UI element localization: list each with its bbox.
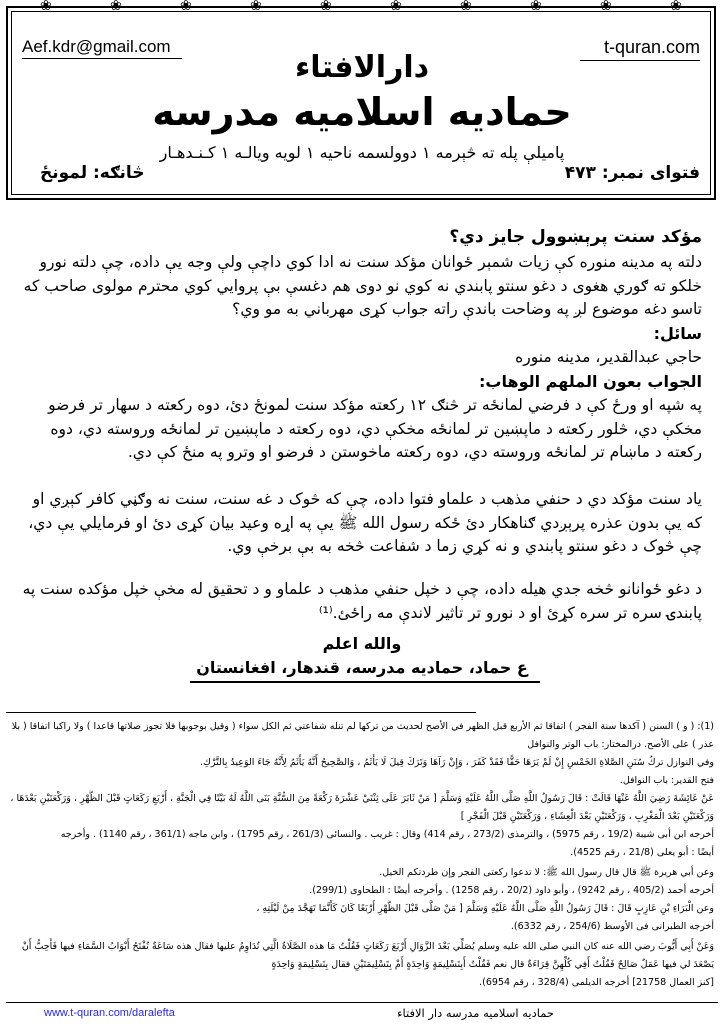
fatwa-number: فتوای نمبر: ۴۷۳ [564, 163, 700, 183]
answer-paragraph-3: د دغو ځوانانو څخه جدي هيله داده، چې د خپل حنفي مذهب د علماو و د تحقيق له مخې خپل مؤکده سنت په پابندۍ سره تر سره کړئ او د نورو تر تاثير لاندې مه راځئ.⁽¹⁾ [22, 580, 702, 622]
address-line: پاميلې پله ته څېرمه ۱ دوولسمه ناحيه ۱ لويه ويالـه ۱ كـنـدهـار [159, 143, 565, 162]
institution-title: حمادیه اسلامیه مدرسه [152, 90, 572, 134]
answer-paragraph-2: ياد سنت مؤکد دي د حنفي مذهب د علماو فتوا داده، چې که څوک د غه سنت، سنت نه وګڼي کافر کېږي او که يې بدون عذره پرېږدي ګناهکار دئ ځکه رسول الله ﷺ يې په اړه وعيد بيان کړی دئ او فرمايلي يې دي، چې څوک د دغو سنتو پابندي و نه کړي زما د شفاعت څخه به بې برخې وي. [28, 490, 702, 555]
footnote-line: يَصْعَدَ لي فيها عَمَلٌ صَالِحٌ فَقُلْتُ أَفِي كُلِّهِنَّ قِرَاءَةٌ قال نعم فَقُلْتُ أَبِتَسْلِيمَةٍ وَاحِدَةٍ أَمْ بِتَسْلِيمَتَيْنِ فقال بِتَسْلِيمَةٍ وَاحِدَةٍ [271, 959, 714, 970]
ornament-icon: ❀ [390, 0, 402, 14]
chapter-label: څانګه: لمونځ [40, 163, 145, 183]
institution-subtitle: دارالافتاء [294, 50, 430, 85]
ornament-icon: ❀ [460, 0, 472, 14]
ornament-icon: ❀ [600, 0, 612, 14]
footnote-line: وعن الْبَرَاءِ بْنِ عَازِبٍ قَالَ : قَالَ رَسُولُ اللَّهِ صَلَّى اللَّهُ عَلَيْهِ وَسَلَّمَ [ مَنْ صَلَّى قَبْلَ الظُّهْرِ أَرْبَعًا كَانَ كَأَنَّمَا تَهَجَّدَ مِنْ لَيْلَتِهِ ، [256, 903, 714, 914]
footnote-line: وفي النوازل تركُ سُنَنِ الصَّلاةِ الخَمْسِ إِنْ لَمْ يَرَهَا حَقًّا فَقَدْ كَفَرَ ، وَإِنْ رَآهَا وَتَرَكَ قِيلَ لَا يَأْثَمُ ، وَالصَّحِيحُ أَنَّهُ يَأْثَمُ لِأَنَّهُ جَاءَ الوَعِيدُ بِالتَّرْكِ. [200, 757, 714, 768]
asker-label: سائل: [653, 324, 702, 343]
ornament-icon: ❀ [250, 0, 262, 14]
ornament-icon: ❀ [40, 0, 52, 14]
signature: ع حماد، حماديه مدرسه، قندهار، افغانستان [196, 658, 528, 677]
footnote-line: فتح القدير: باب النوافل. [619, 775, 714, 786]
footnote-line: أخرجه الطبرانى فى الأوسط (254/6 ، رقم 6332). [510, 921, 714, 932]
footnote-line: عذر ) على الأصح. درالمختار: باب الوتر والنوافل [527, 739, 714, 750]
footnote-line: وَرَكْعَتَيْنِ بَعْدَ الْمَغْرِبِ ، وَرَكْعَتَيْنِ بَعْدَ الْعِشَاءِ ، وَرَكْعَتَيْنِ قَبْلَ الْفَجْرِ ] [460, 811, 714, 822]
answer-heading: الجواب بعون الملهم الوهاب: [478, 372, 702, 391]
ornament-icon: ❀ [110, 0, 122, 14]
ornament-icon: ❀ [530, 0, 542, 14]
closing-phrase: والله اعلم [322, 634, 402, 653]
footnote-line: عَنْ عَائِشَةَ رَضِيَ اللَّهُ عَنْهَا قَالَتْ : قَالَ رَسُولُ اللَّهِ صَلَّى اللَّهُ عَلَيْهِ وَسَلَّمَ [ مَنْ ثَابَرَ عَلَى ثِنْتَيْ عَشْرَةَ رَكْعَةً مِنَ السُّنَّةِ بَنَى اللَّهُ لَهُ بَيْتًا فِي الْجَنَّةِ ، أَرْبَعِ رَكَعَاتٍ قَبْلَ الظُّهْرِ ، وَرَكْعَتَيْنِ بَعْدَهَا ، [10, 793, 714, 804]
footnote-line: وَعَنْ أَبِي أَيُّوبَ رضي الله عنه كان النبي صلى الله عليه وسلم يُصَلِّي بَعْدَ الزَّوَالِ أَرْبَعَ رَكَعَاتٍ فَقُلْتُ مَا هذه الصَّلَاةُ الَّتِي تُدَاوِمُ عليها فقال هذه سَاعَةٌ تُفْتَحُ أَبْوَابُ السَّمَاءِ فيها فَأُحِبُّ أَنْ [21, 941, 714, 952]
question-title: مؤکد سنت پرېښوول جايز دي؟ [449, 227, 702, 247]
email-address[interactable]: Aef.kdr@gmail.com [22, 37, 171, 56]
footnote-line: (1): ( و ) السنن ( آكدها سنة الفجر ) اتفاقا ثم الأربع قبل الظهر في الأصح لحديث من تركها لم تنله شفاعتي ثم الكل سواء ( وقيل بوجوبها فلا تجوز صلاتها قاعدا ) ولا راكبا اتفاقا ( بلا [11, 721, 714, 732]
asker-name: حاجي عبدالقدير، مدينه منوره [515, 348, 702, 366]
footer-website-link[interactable]: www.t-quran.com/daralefta [44, 1007, 175, 1019]
ornament-icon: ❀ [320, 0, 332, 14]
footer-label: حمادیه اسلامیه مدرسه دار الافتاء [397, 1006, 554, 1020]
footnote-line: أيضًا : أبو يعلى (21/8 ، رقم 4525). [570, 847, 714, 858]
question-text: دلته په مدينه منوره کې زيات شمېر ځوانان مؤکد سنت نه ادا کوي داچې ولې وجه يې داده، چې دلته نورو خلکو ته ګوري هغوی د دغو سنتو پابندي نه کوي نو دوی هم دغسې بې پروايي کوي محترم مولوی صاحب که تاسو دغه موضوع لږ په وضاحت باندې راته جواب کړی مهرباني به مو وي؟ [23, 253, 702, 318]
ornament-icon: ❀ [670, 0, 682, 14]
footnote-line: أخرجه ابن أبى شيبة (19/2 ، رقم 5975) ، والترمذى (273/2 ، رقم 414) وقال : غريب . والنسائى (261/3 ، رقم 1795) ، وابن ماجه (361/1 ، رقم 1140) . وأخرجه [60, 829, 714, 840]
footnote-separator [6, 712, 476, 713]
footnote-line: [كنز العمال 21758] أخرجه الديلمى (328/4 ، رقم 6954). [479, 977, 714, 988]
footnote-line: أخرجه أحمد (405/2 ، رقم 9242) ، وأبو داود (20/2 ، رقم 1258) . وأخرجه أيضًا : الطحاوى (299/1). [309, 885, 714, 896]
answer-paragraph-1: په شپه او ورځ کې د فرضي لمانځه تر څنګ ۱۲ رکعته مؤکد سنت لمونځ دئ، دوه رکعته د سهار تر فرضو مخکې دي، څلور رکعته د ماپښين تر لمانځه مخکې دي، دوه رکعته د ماپښين تر لمانځه وروسته دي، دوه رکعته د ماښام تر لمانځه وروسته دي، دوه رکعته ماخوستن د فرضو او وترو په منځ کې دي. [48, 396, 702, 461]
signature-underline [190, 681, 540, 683]
footnote-line: وعن أبي هريرة ﷺ قال قال رسول الله ﷺ: لا تدعوا ركعتى الفجر وإن طردتكم الخيل. [379, 867, 714, 878]
footer-line [6, 1002, 718, 1003]
ornament-icon: ❀ [180, 0, 192, 14]
website-link[interactable]: t-quran.com [603, 37, 700, 57]
